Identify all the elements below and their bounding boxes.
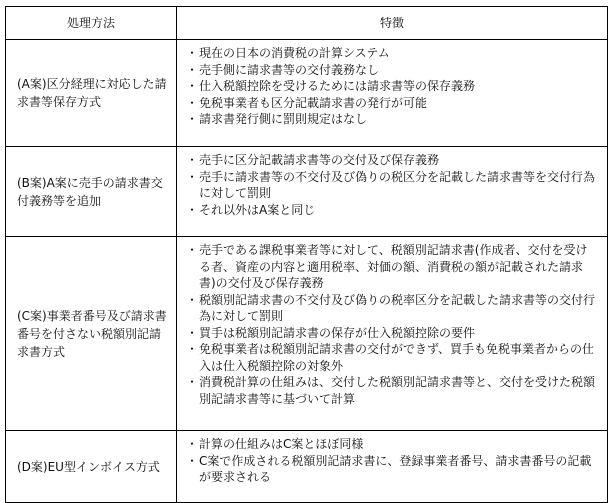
features-cell (177, 431, 607, 502)
table-row (6, 39, 607, 146)
method-label: (C案)事業者番号及び請求書番号を付さない税額別記請求書方式 (17, 308, 167, 359)
feature-item: ・ 免税事業者は税額別記請求書の交付ができず、買手も免税事業者からの仕入は仕入税額控除の対象外 (189, 341, 597, 374)
table-header-row (6, 7, 607, 39)
feature-item: ・ 売手側に請求書等の交付義務なし (189, 62, 597, 79)
feature-item: ・ 消費税計算の仕組みは、交付した税額別記請求書等と、交付を受けた税額別記請求書等に基づいて計算 (189, 374, 597, 407)
header-method: 処理方法 (6, 7, 177, 39)
method-label: (A案)区分経理に対応した請求書等保存方式 (17, 77, 167, 109)
feature-item: ・ 仕入税額控除を受けるためには請求書等の保存義務 (189, 78, 597, 95)
feature-item: ・ 売手に区分記載請求書等の交付及び保存義務 (189, 152, 597, 169)
feature-item: ・ 計算の仕組みはC案とほぼ同様 (189, 436, 597, 453)
feature-item: ・ 売手である課税事業者等に対して、税額別記請求書(作成者、交付を受ける者、資産の内容と適用税率、対価の額、消費税の額が記載された請求書)の交付及び保存義務 (189, 242, 597, 292)
feature-item: ・ 売手に請求書等の不交付及び偽りの税区分を記載した請求書等を交付行為に対して罰則 (189, 169, 597, 202)
method-label: (B案)A案に売手の請求書交付義務等を追加 (17, 175, 163, 208)
feature-item: ・ 現在の日本の消費税の計算システム (189, 45, 597, 62)
features-cell (177, 237, 607, 430)
feature-item: ・ 請求書発行側に罰則規定はなし (189, 111, 597, 128)
feature-item: ・ 買手は税額別記請求書の保存が仕入税額控除の要件 (189, 325, 597, 342)
feature-item: ・ 税額別記請求書の不交付及び偽りの税率区分を記載した請求書等の交付行為に対して罰則 (189, 292, 597, 325)
table-row (6, 430, 607, 502)
comparison-table (5, 6, 608, 503)
method-cell (6, 147, 177, 236)
feature-item: ・ 免税事業者も区分記載請求書の発行が可能 (189, 95, 597, 112)
method-cell (6, 237, 177, 430)
table-row (6, 146, 607, 236)
table-row (6, 236, 607, 430)
features-cell (177, 147, 607, 236)
header-features: 特徴 (379, 15, 404, 30)
method-cell (6, 431, 177, 502)
features-cell (177, 40, 607, 146)
feature-item: ・ C案で作成される税額別記請求書に、登録事業者番号、請求書番号の記載が要求される (189, 453, 597, 486)
feature-item: ・ それ以外はA案と同じ (189, 202, 597, 219)
method-label: (D案)EU型インボイス方式 (17, 459, 160, 474)
method-cell (6, 40, 177, 146)
